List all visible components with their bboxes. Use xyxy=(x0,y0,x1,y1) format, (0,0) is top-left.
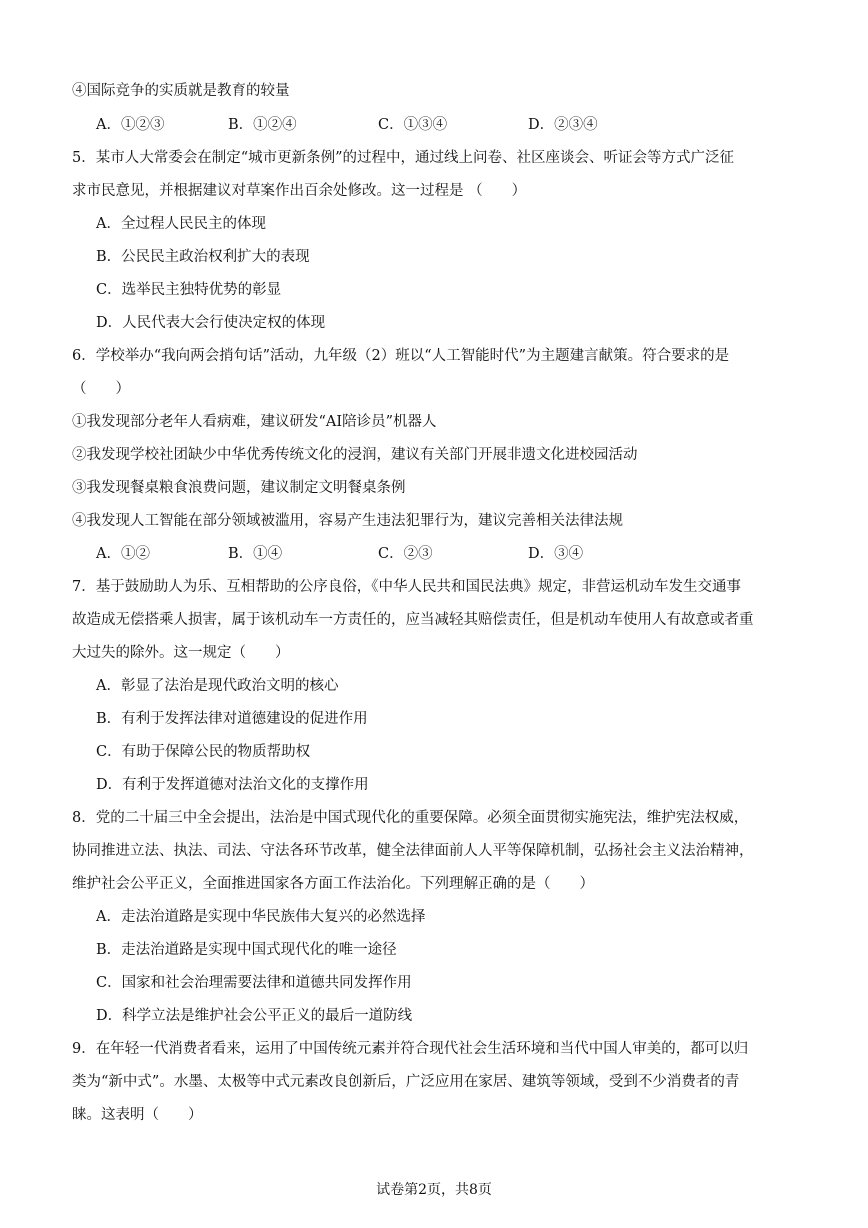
q5-option-d: D．人民代表大会行使决定权的体现 xyxy=(96,315,326,331)
q6-statement-1: ①我发现部分老年人看病难，建议研发“AI陪诊员”机器人 xyxy=(72,414,437,430)
choice-c: C．①③④ xyxy=(378,117,448,133)
q6-stem-line-2: （ ） xyxy=(72,381,130,397)
choice-a: A．①② xyxy=(96,546,150,562)
q7-stem-line-3: 大过失的除外。这一规定（ ） xyxy=(72,645,290,661)
choice-b: B．①④ xyxy=(228,546,283,562)
choice-d: D．③④ xyxy=(528,546,584,562)
q7-option-b: B．有利于发挥法律对道德建设的促进作用 xyxy=(96,711,368,727)
q5-option-a: A．全过程人民民主的体现 xyxy=(96,216,266,232)
q5-stem-line-2: 求市民意见，并根据建议对草案作出百余处修改。这一过程是 （ ） xyxy=(72,183,527,199)
choice-b: B．①②④ xyxy=(228,117,297,133)
q7-option-c: C．有助于保障公民的物质帮助权 xyxy=(96,744,311,760)
choice-row-q6 xyxy=(96,544,656,564)
choice-c: C．②③ xyxy=(378,546,433,562)
q8-option-c: C．国家和社会治理需要法律和道德共同发挥作用 xyxy=(96,975,412,991)
q6-statement-3: ③我发现餐桌粮食浪费问题，建议制定文明餐桌条例 xyxy=(72,480,406,496)
q7-option-d: D．有利于发挥道德对法治文化的支撑作用 xyxy=(96,777,369,793)
choice-row-q4 xyxy=(96,115,656,135)
q7-stem-line-1: 7．基于鼓励助人为乐、互相帮助的公序良俗，《中华人民共和国民法典》规定，非营运机动车发生交通事 xyxy=(72,579,741,595)
q8-option-b: B．走法治道路是实现中国式现代化的唯一途径 xyxy=(96,942,397,958)
q8-option-d: D．科学立法是维护社会公平正义的最后一道防线 xyxy=(96,1008,413,1024)
page-footer: 试卷第2页，共8页 xyxy=(376,1182,492,1198)
q7-option-a: A．彰显了法治是现代政治文明的核心 xyxy=(96,678,339,694)
choice-a: A．①②③ xyxy=(96,117,165,133)
q8-stem-line-3: 维护社会公平正义，全面推进国家各方面工作法治化。下列理解正确的是（ ） xyxy=(72,876,594,892)
q8-stem-line-2: 协同推进立法、执法、司法、守法各环节改革，健全法律面前人人平等保障机制，弘扬社会主义法治精神， xyxy=(72,843,754,859)
q9-stem-line-1: 9．在年轻一代消费者看来，运用了中国传统元素并符合现代社会生活环境和当代中国人审美的，都可以归 xyxy=(72,1041,749,1057)
q5-option-b: B．公民民主政治权利扩大的表现 xyxy=(96,249,310,265)
q5-stem-line-1: 5．某市人大常委会在制定“城市更新条例”的过程中，通过线上问卷、社区座谈会、听证会等方式广泛征 xyxy=(72,150,735,166)
q7-stem-line-2: 故造成无偿搭乘人损害，属于该机动车一方责任的，应当减轻其赔偿责任，但是机动车使用人有故意或者重 xyxy=(72,612,754,628)
q8-option-a: A．走法治道路是实现中华民族伟大复兴的必然选择 xyxy=(96,909,426,925)
statement-4: ④国际竞争的实质就是教育的较量 xyxy=(72,83,290,99)
q6-stem-line-1: 6．学校举办“我向两会捎句话”活动，九年级（2）班以“人工智能时代”为主题建言献策。符合要求的是 xyxy=(72,348,730,364)
q9-stem-line-2: 类为“新中式”。水墨、太极等中式元素改良创新后，广泛应用在家居、建筑等领域，受到不少消费者的青 xyxy=(72,1074,740,1090)
q9-stem-line-3: 睐。这表明（ ） xyxy=(72,1107,203,1123)
q6-statement-2: ②我发现学校社团缺少中华优秀传统文化的浸润，建议有关部门开展非遗文化进校园活动 xyxy=(72,447,638,463)
choice-d: D．②③④ xyxy=(528,117,598,133)
q8-stem-line-1: 8．党的二十届三中全会提出，法治是中国式现代化的重要保障。必须全面贯彻实施宪法，维护宪法权威， xyxy=(72,810,749,826)
q5-option-c: C．选举民主独特优势的彰显 xyxy=(96,282,282,298)
q6-statement-4: ④我发现人工智能在部分领域被滥用，容易产生违法犯罪行为，建议完善相关法律法规 xyxy=(72,513,623,529)
